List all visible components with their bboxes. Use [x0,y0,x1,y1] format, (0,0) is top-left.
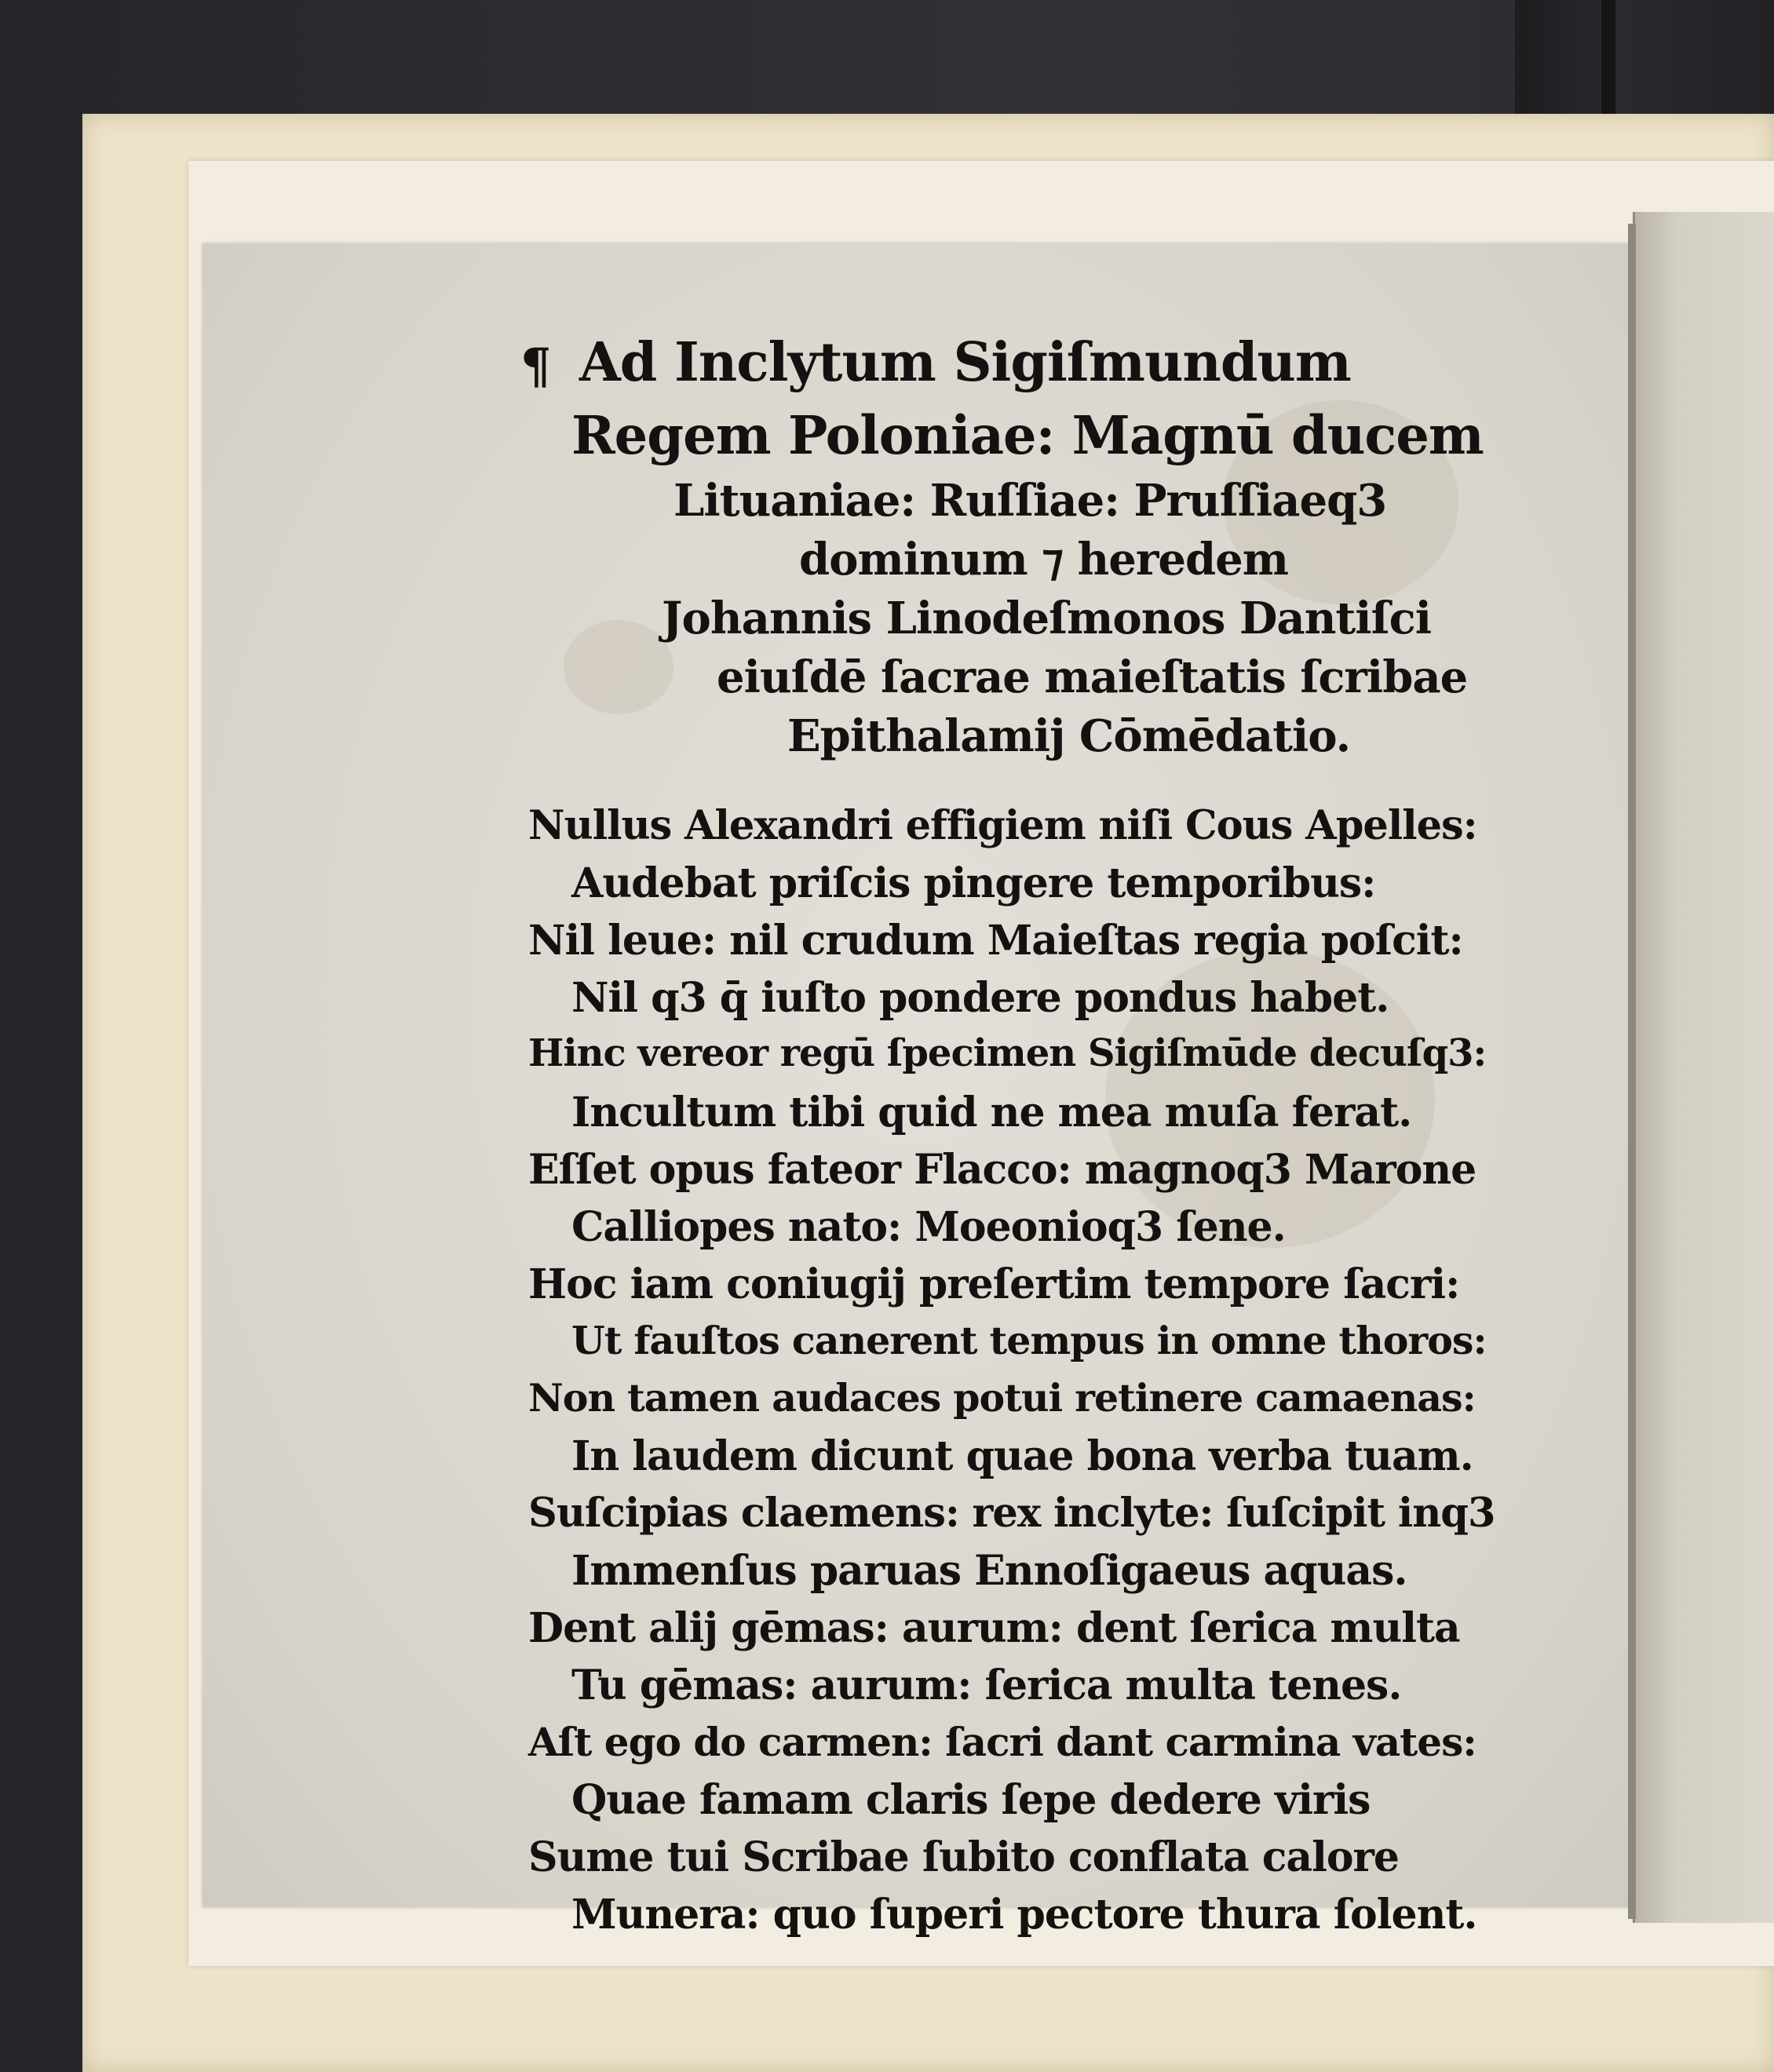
facing-page-edge [1633,212,1774,1923]
verse-line: Incultum tibi quid ne mea muſa ferat. [571,1089,1412,1136]
heading-line-5: Johannis Linodeſmonos Dantiſci [662,593,1432,644]
heading-line-3: Lituaniae: Ruſſiae: Pruſſiaeq3 [673,475,1387,527]
printed-page [203,243,1628,1939]
verse-line: Dent alij gēmas: aurum: dent ſerica multa [528,1604,1460,1652]
verse-line: Immenſus paruas Ennoſigaeus aquas. [571,1547,1407,1595]
verse-line: Hinc vereor regū ſpecimen Sigiſmūde decuſq3: [528,1031,1487,1075]
verse-line: Aſt ego do carmen: ſacri dant carmina vates: [528,1719,1477,1765]
page-text [203,243,1628,1939]
verse-line: Audebat priſcis pingere temporibus: [571,859,1376,907]
verse-line: Quae famam claris ſepe dedere viris [571,1776,1371,1824]
verse-line: Non tamen audaces potui retinere camaenas: [528,1375,1476,1421]
heading-line-7: Epithalamij Cōmēdatio. [787,710,1351,762]
verse-line: Nil leue: nil crudum Maieſtas regia poſcit: [528,917,1463,965]
verse-line: Ut fauſtos canerent tempus in omne thoros: [571,1318,1487,1363]
pilcrow-mark: ¶ [520,337,551,395]
heading-line-6: eiuſdē ſacrae maieſtatis ſcribae [717,651,1468,703]
verse-line: Eſſet opus fateor Flacco: magnoq3 Marone [528,1146,1477,1194]
verse-line: Hoc iam coniugij preſertim tempore ſacri: [528,1260,1460,1308]
verse-line: Nil q3 q̄ iuſto pondere pondus habet. [571,974,1389,1022]
verse-line: Tu gēmas: aurum: ſerica multa tenes. [571,1662,1402,1709]
verse-line: Calliopes nato: Moeonioq3 ſene. [571,1203,1286,1251]
heading-line-1: Ad Inclytum Sigiſmundum [579,331,1351,394]
verse-line: Suſcipias claemens: rex inclyte: ſuſcipit inq3 [528,1490,1495,1537]
verse-line: In laudem dicunt quae bona verba tuam. [571,1432,1473,1480]
heading-line-4: dominum ⁊ heredem [799,534,1289,585]
verse-line: Sume tui Scribae ſubito conflata calore [528,1833,1400,1881]
gutter-fold [1628,224,1636,1919]
heading-line-2: Regem Poloniae: Magnū ducem [571,404,1484,466]
verse-line: Munera: quo ſuperi pectore thura ſolent. [571,1891,1477,1939]
verse-line: Nullus Alexandri effigiem niſi Cous Apelles: [528,802,1477,849]
